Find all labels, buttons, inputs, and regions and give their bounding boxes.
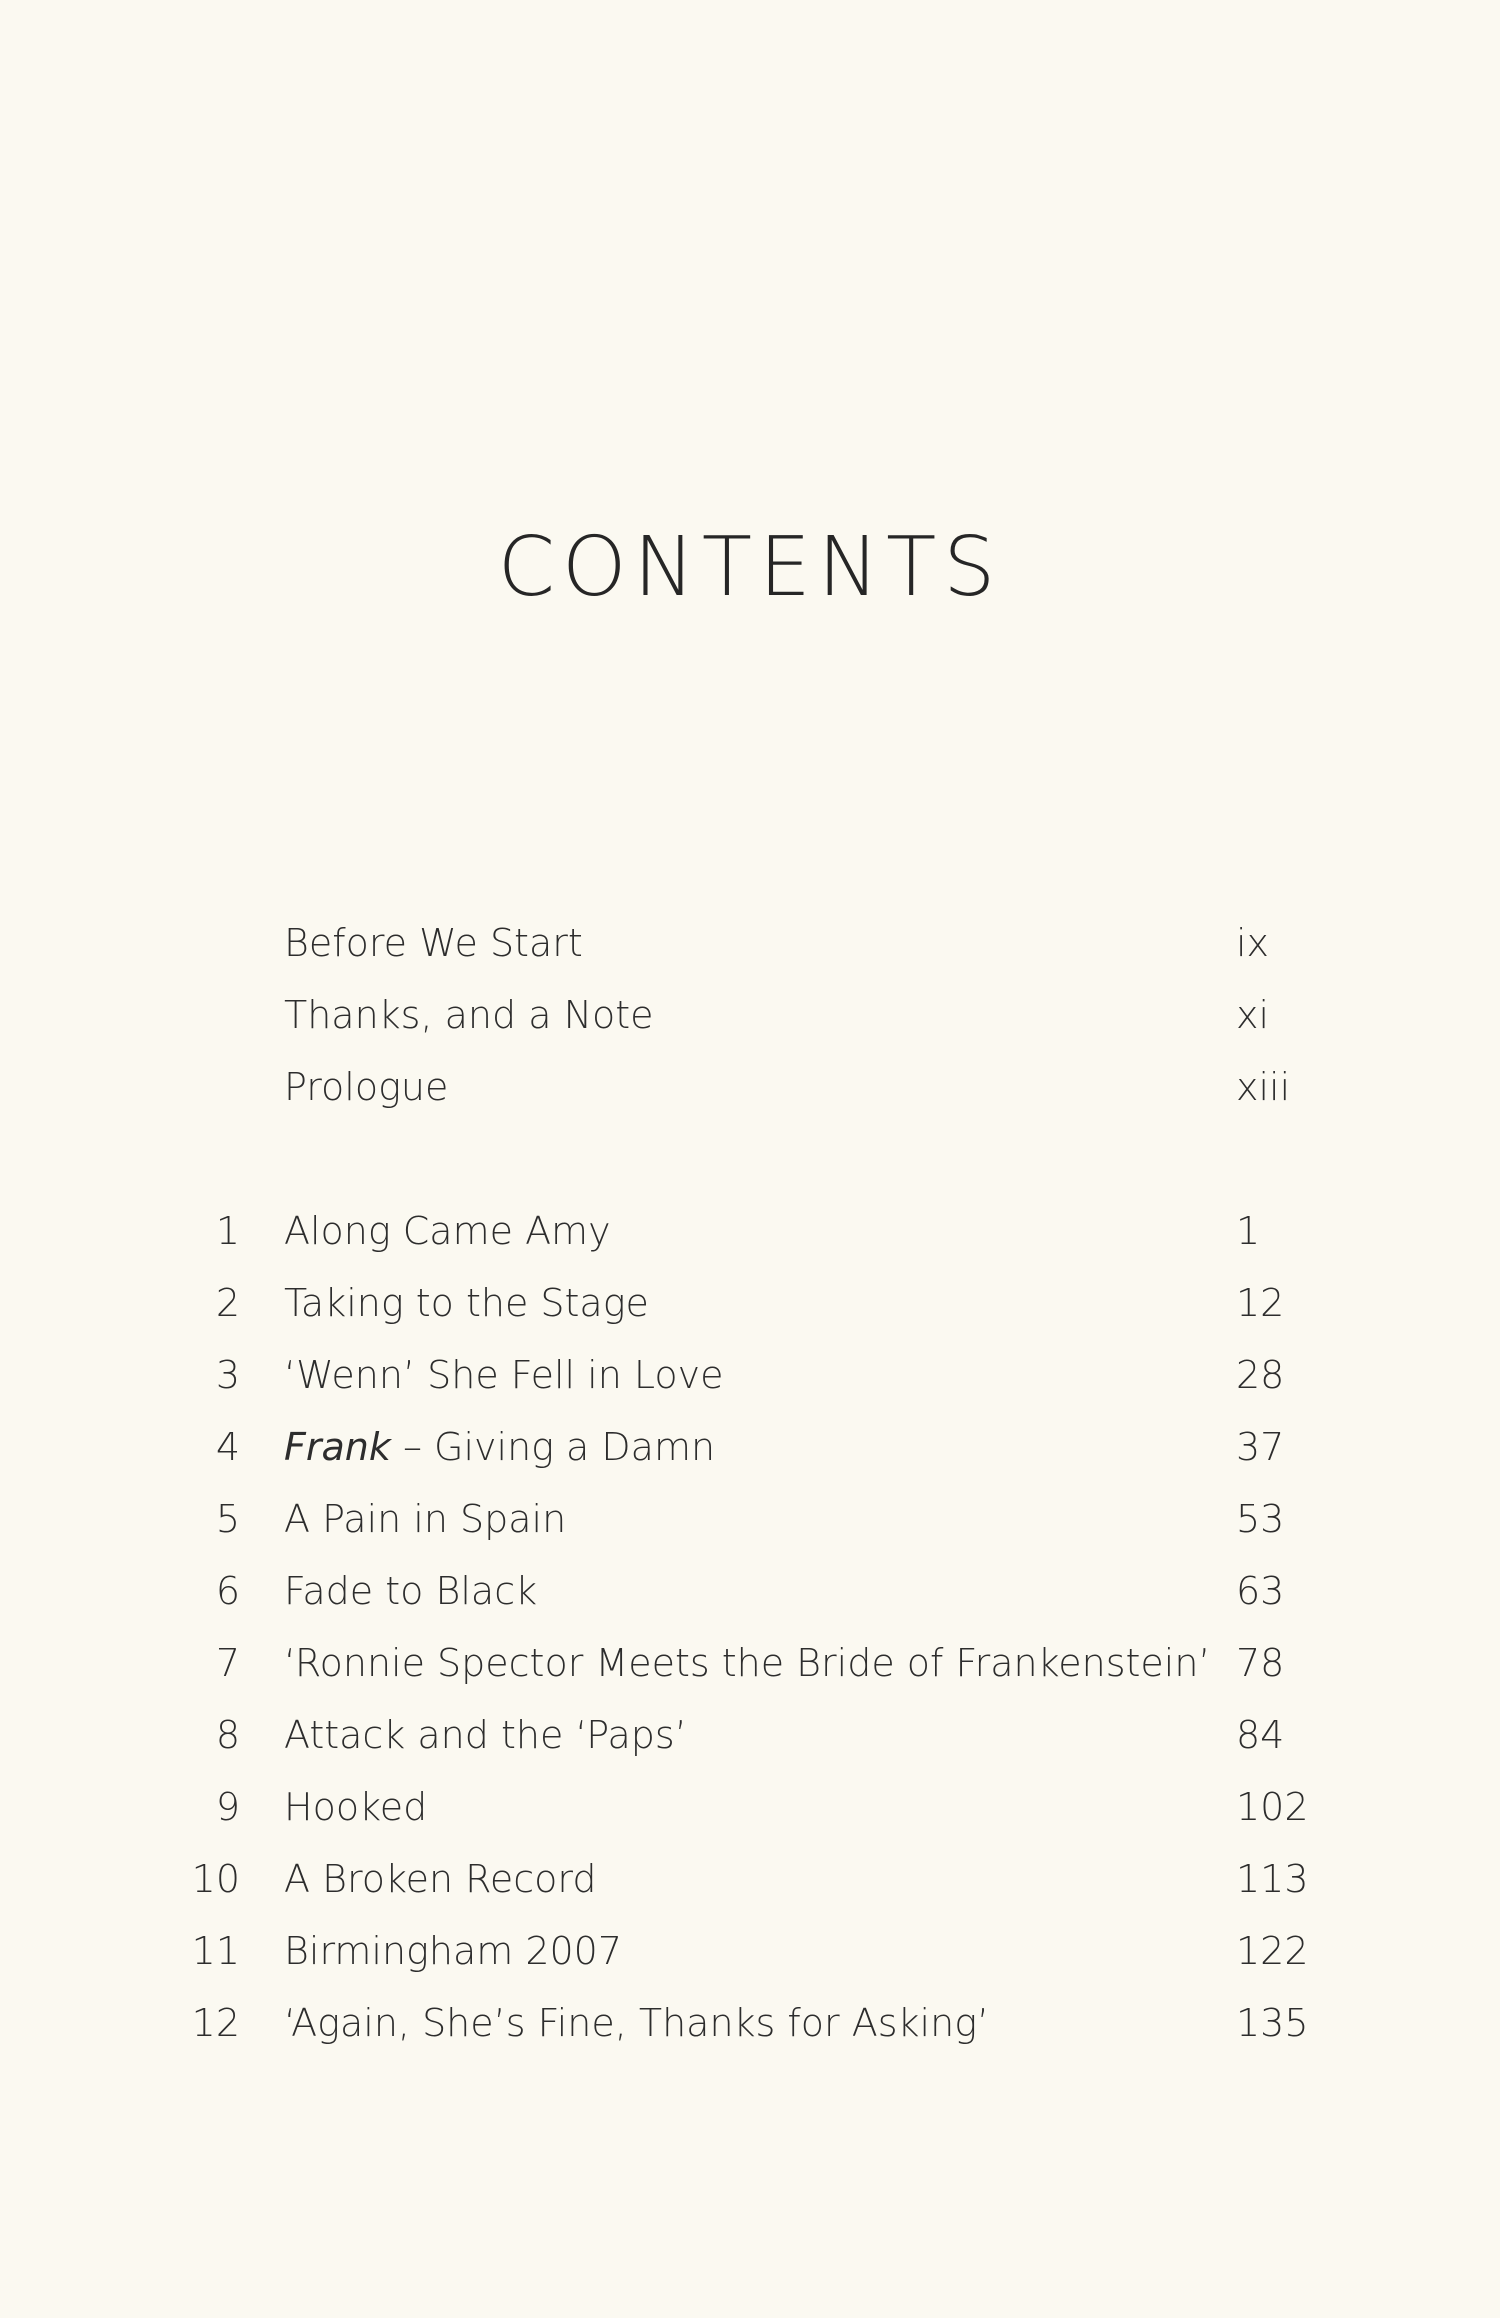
toc-row-chapter-4 [0, 1417, 1500, 1477]
toc-entry-title: Thanks, and a Note [284, 993, 654, 1037]
toc-entry-title: Along Came Amy [284, 1209, 611, 1253]
toc-page-number: ix [1236, 921, 1270, 965]
toc-entry-title: ‘Again, She’s Fine, Thanks for Asking’ [284, 2001, 990, 2045]
toc-page-number: 1 [1236, 1209, 1261, 1253]
toc-page-number: 122 [1236, 1929, 1309, 1973]
chapter-number: 1 [215, 1209, 240, 1253]
toc-entry-title: Fade to Black [284, 1569, 538, 1613]
title-remainder: – Giving a Damn [390, 1425, 716, 1469]
chapter-number: 8 [215, 1713, 240, 1757]
toc-page-number: 63 [1236, 1569, 1285, 1613]
toc-entry-title: Hooked [284, 1785, 428, 1829]
toc-page-number: 12 [1236, 1281, 1285, 1325]
toc-row-chapter-3 [0, 1345, 1500, 1405]
toc-row-front-1 [0, 913, 1500, 973]
chapter-number: 4 [215, 1425, 240, 1469]
toc-page-number: 102 [1236, 1785, 1309, 1829]
italic-title-part: Frank [284, 1425, 391, 1469]
toc-entry-title: Birmingham 2007 [284, 1929, 623, 1973]
toc-entry-title [284, 1417, 715, 1477]
toc-entry-title: A Pain in Spain [284, 1497, 567, 1541]
chapter-number: 10 [191, 1857, 240, 1901]
toc-row-chapter-6 [0, 1561, 1500, 1621]
toc-page-number: 53 [1236, 1497, 1285, 1541]
chapter-number: 5 [215, 1497, 240, 1541]
chapter-number: 12 [191, 2001, 240, 2045]
toc-row-chapter-1 [0, 1201, 1500, 1261]
chapter-number: 11 [191, 1929, 240, 1973]
toc-page-number: 78 [1236, 1641, 1285, 1685]
chapter-number: 3 [215, 1353, 240, 1397]
chapter-number: 2 [215, 1281, 240, 1325]
toc-row-chapter-5 [0, 1489, 1500, 1549]
toc-entry-title: Before We Start [284, 921, 583, 965]
toc-row-chapter-8 [0, 1705, 1500, 1765]
toc-row-chapter-11 [0, 1921, 1500, 1981]
toc-entry-title: Attack and the ‘Paps’ [284, 1713, 687, 1757]
toc-row-chapter-9 [0, 1777, 1500, 1837]
toc-entry-title: ‘Ronnie Spector Meets the Bride of Frankenstein’ [284, 1641, 1211, 1685]
toc-row-chapter-12 [0, 1993, 1500, 2053]
toc-entry-title: Prologue [284, 1065, 449, 1109]
toc-page-number: xi [1236, 993, 1270, 1037]
toc-page-number: 28 [1236, 1353, 1285, 1397]
page-title: CONTENTS [497, 520, 1003, 615]
toc-page-number: 37 [1236, 1425, 1285, 1469]
toc-page-number: 84 [1236, 1713, 1285, 1757]
toc-row-chapter-10 [0, 1849, 1500, 1909]
toc-page-number: 113 [1236, 1857, 1309, 1901]
chapter-number: 9 [215, 1785, 240, 1829]
chapter-number: 6 [215, 1569, 240, 1613]
toc-page-number: 135 [1236, 2001, 1309, 2045]
toc-row-chapter-7 [0, 1633, 1500, 1693]
toc-row-front-3 [0, 1057, 1500, 1117]
toc-page-number: xiii [1236, 1065, 1291, 1109]
toc-row-front-2 [0, 985, 1500, 1045]
toc-row-chapter-2 [0, 1273, 1500, 1333]
chapter-number: 7 [215, 1641, 240, 1685]
toc-entry-title: Taking to the Stage [284, 1281, 649, 1325]
toc-entry-title: ‘Wenn’ She Fell in Love [284, 1353, 724, 1397]
toc-entry-title: A Broken Record [284, 1857, 597, 1901]
